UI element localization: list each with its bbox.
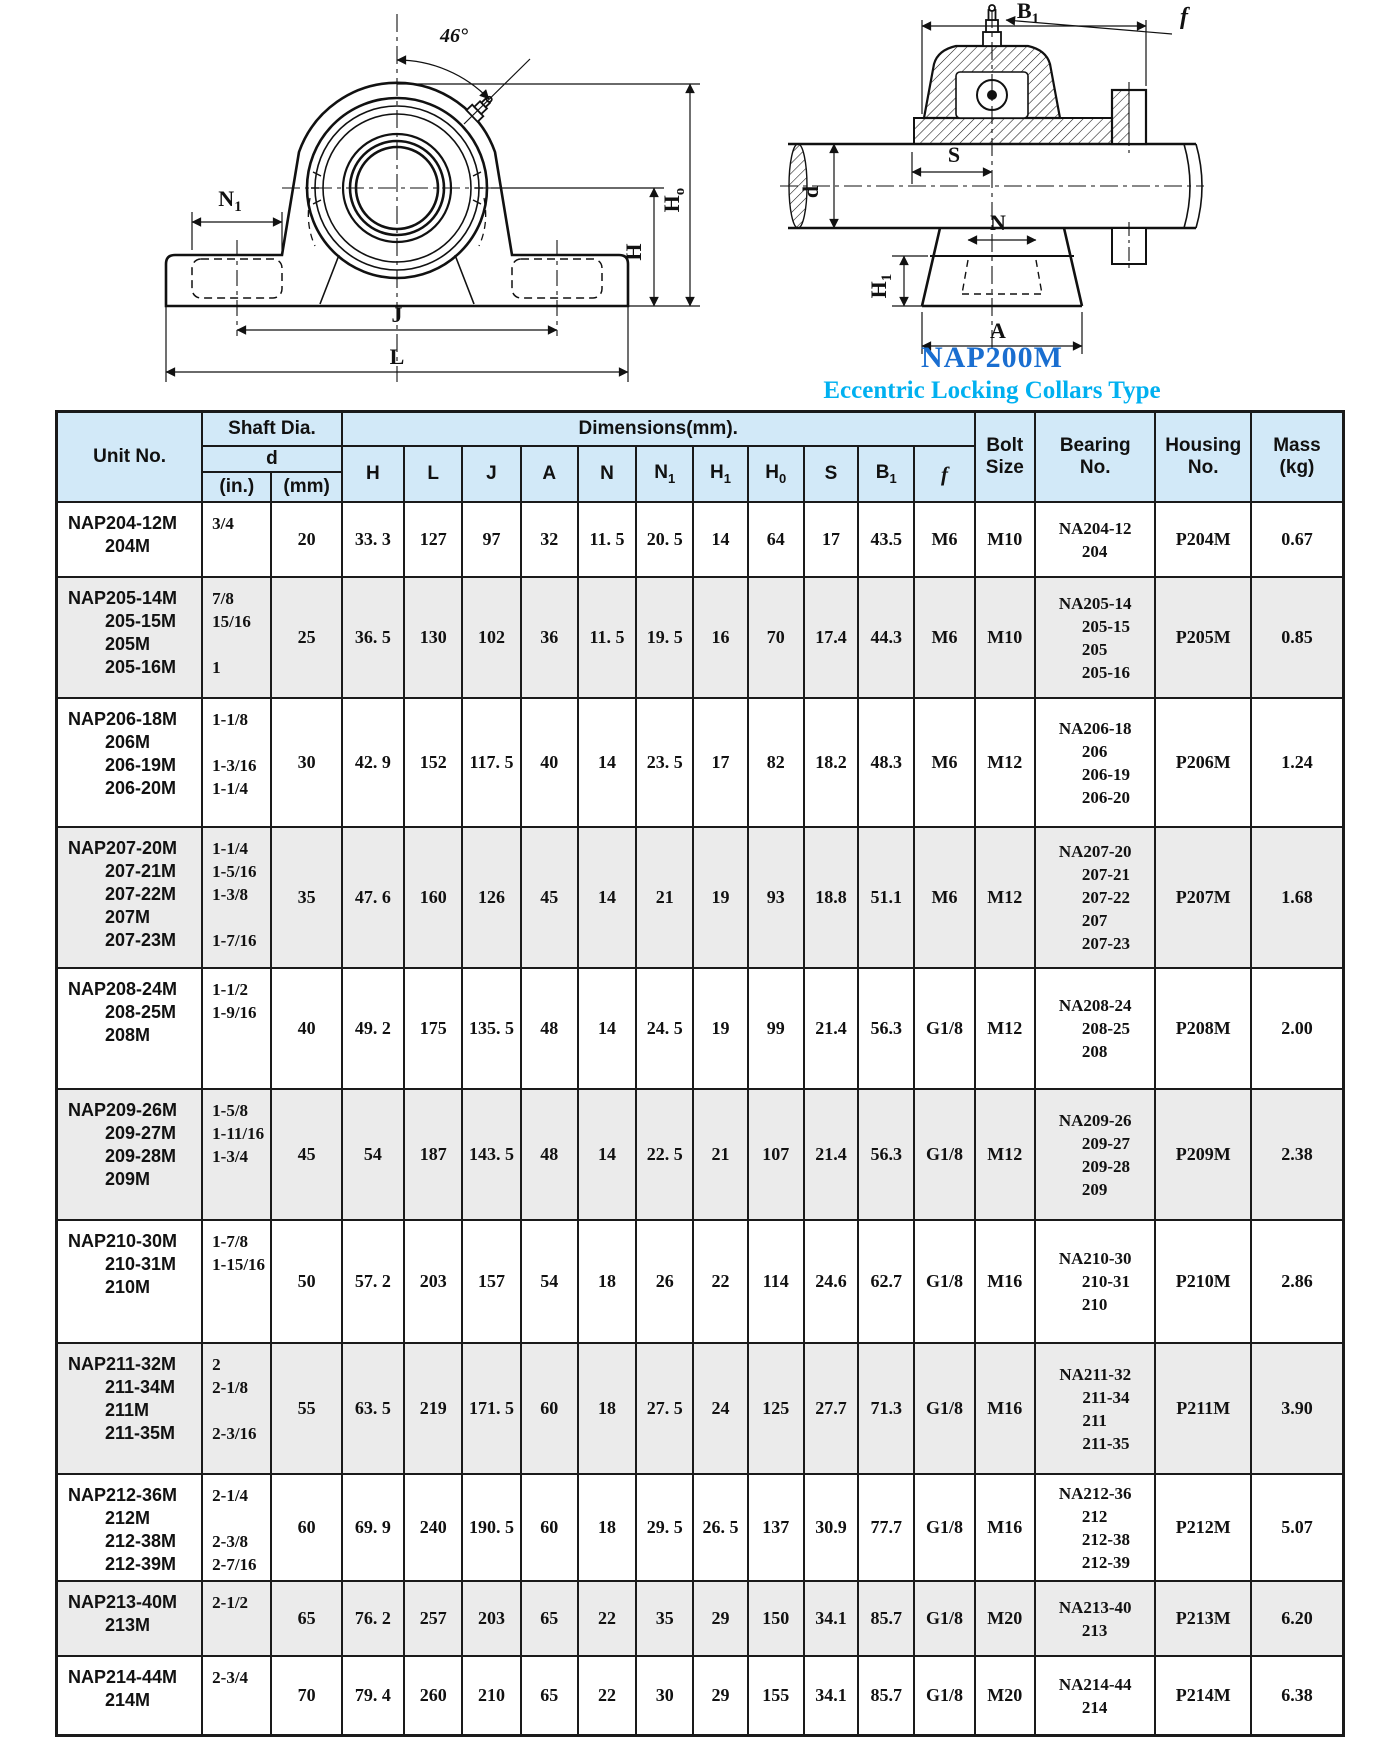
dim-value-cell: 175 <box>404 968 462 1089</box>
shaft-mm-cell: 25 <box>271 577 341 698</box>
table-row <box>57 1474 1344 1581</box>
dim-value-cell: 32 <box>521 502 578 577</box>
unit-no-cell: NAP204-12M 204M <box>57 502 203 577</box>
housing-no-cell: P211M <box>1155 1343 1250 1474</box>
dim-col-header: N <box>578 446 636 502</box>
dim-value-cell: 117. 5 <box>462 698 520 827</box>
dim-value-cell: 19 <box>693 827 747 968</box>
dim-value-cell: 26. 5 <box>693 1474 747 1581</box>
dim-label-n: N <box>990 210 1006 235</box>
dim-col-header: $H_1$ <box>693 446 747 502</box>
bearing-no-cell: NA210-30 210-31 210 <box>1035 1220 1156 1343</box>
dim-value-cell: 219 <box>404 1343 462 1474</box>
bolt-size-cell: M12 <box>975 827 1035 968</box>
dim-value-cell: 40 <box>521 698 578 827</box>
unit-no-header: Unit No. <box>57 412 203 503</box>
dim-value-cell: 19 <box>693 968 747 1089</box>
dim-value-cell: 22. 5 <box>636 1089 693 1220</box>
housing-no-cell: P207M <box>1155 827 1250 968</box>
dim-value-cell: 157 <box>462 1220 520 1343</box>
dim-value-cell: 152 <box>404 698 462 827</box>
dim-label-angle: 46° <box>440 25 468 47</box>
dim-value-cell: G1/8 <box>914 1089 974 1220</box>
dim-value-cell: 125 <box>748 1343 804 1474</box>
dim-label-d: d <box>798 185 823 199</box>
housing-no-cell: P210M <box>1155 1220 1250 1343</box>
dim-value-cell: 102 <box>462 577 520 698</box>
table-row <box>57 827 1344 968</box>
dim-value-cell: 18 <box>578 1343 636 1474</box>
mass-cell: 6.38 <box>1251 1656 1344 1736</box>
housing-no-header: Housing No. <box>1155 412 1250 503</box>
dimensions-header: Dimensions(mm). <box>342 412 975 447</box>
table-row <box>57 502 1344 577</box>
dim-value-cell: 20. 5 <box>636 502 693 577</box>
dim-label-s: S <box>947 142 961 167</box>
mass-cell: 3.90 <box>1251 1343 1344 1474</box>
table-body <box>57 502 1344 1736</box>
shaft-in-header: (in.) <box>202 472 271 502</box>
dim-value-cell: 56.3 <box>858 1089 914 1220</box>
dim-label-ho: $H_o$ <box>659 187 688 213</box>
dim-value-cell: G1/8 <box>914 1220 974 1343</box>
dim-value-cell: 56.3 <box>858 968 914 1089</box>
bearing-no-header: Bearing No. <box>1035 412 1156 503</box>
bearing-no-cell: NA205-14 205-15 205 205-16 <box>1035 577 1156 698</box>
dim-value-cell: 63. 5 <box>342 1343 404 1474</box>
dim-value-cell: 79. 4 <box>342 1656 404 1736</box>
unit-no-cell: NAP212-36M 212M 212-38M 212-39M <box>57 1474 203 1581</box>
housing-no-cell: P209M <box>1155 1089 1250 1220</box>
bolt-size-header: Bolt Size <box>975 412 1035 503</box>
dim-value-cell: 64 <box>748 502 804 577</box>
dim-value-cell: 82 <box>748 698 804 827</box>
dim-value-cell: 21.4 <box>804 1089 858 1220</box>
mass-cell: 2.86 <box>1251 1220 1344 1343</box>
dim-value-cell: 34.1 <box>804 1656 858 1736</box>
shaft-mm-cell: 60 <box>271 1474 341 1581</box>
bolt-size-cell: M16 <box>975 1474 1035 1581</box>
dim-value-cell: 70 <box>748 577 804 698</box>
dim-value-cell: G1/8 <box>914 1581 974 1656</box>
dim-value-cell: 21 <box>636 827 693 968</box>
dim-value-cell: 18 <box>578 1474 636 1581</box>
shaft-dia-header: Shaft Dia. <box>202 412 342 447</box>
dim-value-cell: 14 <box>578 827 636 968</box>
table-header <box>57 412 1344 503</box>
bolt-size-cell: M12 <box>975 968 1035 1089</box>
dim-value-cell: 11. 5 <box>578 577 636 698</box>
dim-value-cell: 150 <box>748 1581 804 1656</box>
dim-value-cell: 155 <box>748 1656 804 1736</box>
mass-header: Mass (kg) <box>1251 412 1344 503</box>
table-row <box>57 1220 1344 1343</box>
shaft-in-cell: 2-1/4 2-3/8 2-7/16 <box>202 1474 271 1581</box>
dim-value-cell: G1/8 <box>914 1656 974 1736</box>
dim-value-cell: 210 <box>462 1656 520 1736</box>
dim-value-cell: 257 <box>404 1581 462 1656</box>
unit-no-cell: NAP214-44M 214M <box>57 1656 203 1736</box>
shaft-in-cell: 3/4 <box>202 502 271 577</box>
dim-label-b1: $B_1$ <box>1016 0 1040 27</box>
dim-col-header: S <box>804 446 858 502</box>
dim-value-cell: 22 <box>578 1581 636 1656</box>
mass-cell: 6.20 <box>1251 1581 1344 1656</box>
dim-value-cell: 160 <box>404 827 462 968</box>
dim-col-header: A <box>521 446 578 502</box>
shaft-mm-header: (mm) <box>271 472 341 502</box>
dim-value-cell: 48 <box>521 1089 578 1220</box>
dim-value-cell: 30 <box>636 1656 693 1736</box>
dim-value-cell: 114 <box>748 1220 804 1343</box>
dim-value-cell: 21.4 <box>804 968 858 1089</box>
dim-value-cell: 54 <box>342 1089 404 1220</box>
dim-value-cell: 22 <box>578 1656 636 1736</box>
dim-value-cell: 11. 5 <box>578 502 636 577</box>
dim-label-a: A <box>990 318 1006 343</box>
dim-value-cell: 135. 5 <box>462 968 520 1089</box>
dim-value-cell: 48.3 <box>858 698 914 827</box>
dim-value-cell: 171. 5 <box>462 1343 520 1474</box>
mass-cell: 2.00 <box>1251 968 1344 1089</box>
bearing-no-cell: NA214-44 214 <box>1035 1656 1156 1736</box>
housing-no-cell: P208M <box>1155 968 1250 1089</box>
dim-value-cell: 76. 2 <box>342 1581 404 1656</box>
dim-value-cell: 23. 5 <box>636 698 693 827</box>
bearing-no-cell: NA204-12 204 <box>1035 502 1156 577</box>
housing-no-cell: P214M <box>1155 1656 1250 1736</box>
shaft-in-cell: 2 2-1/8 2-3/16 <box>202 1343 271 1474</box>
shaft-mm-cell: 65 <box>271 1581 341 1656</box>
bolt-size-cell: M10 <box>975 577 1035 698</box>
dim-value-cell: 36. 5 <box>342 577 404 698</box>
dim-label-l: L <box>389 344 405 369</box>
housing-no-cell: P213M <box>1155 1581 1250 1656</box>
dim-value-cell: 77.7 <box>858 1474 914 1581</box>
table-row <box>57 698 1344 827</box>
table-row <box>57 1581 1344 1656</box>
shaft-d-header: d <box>202 446 342 472</box>
unit-no-cell: NAP206-18M 206M 206-19M 206-20M <box>57 698 203 827</box>
dim-value-cell: 97 <box>462 502 520 577</box>
dim-value-cell: 60 <box>521 1343 578 1474</box>
unit-no-cell: NAP209-26M 209-27M 209-28M 209M <box>57 1089 203 1220</box>
mass-cell: 1.68 <box>1251 827 1344 968</box>
dim-value-cell: 51.1 <box>858 827 914 968</box>
shaft-mm-cell: 35 <box>271 827 341 968</box>
dim-label-h: H <box>621 243 646 261</box>
dim-col-header: L <box>404 446 462 502</box>
dim-value-cell: 29 <box>693 1581 747 1656</box>
table-row <box>57 577 1344 698</box>
dim-value-cell: 14 <box>693 502 747 577</box>
dim-label-f: f <box>1180 4 1188 30</box>
dim-value-cell: 143. 5 <box>462 1089 520 1220</box>
dim-value-cell: 17.4 <box>804 577 858 698</box>
dim-value-cell: 44.3 <box>858 577 914 698</box>
dim-col-header: f <box>914 446 974 502</box>
shaft-in-cell: 2-1/2 <box>202 1581 271 1656</box>
dim-value-cell: 203 <box>404 1220 462 1343</box>
bearing-no-cell: NA208-24 208-25 208 <box>1035 968 1156 1089</box>
dim-value-cell: 19. 5 <box>636 577 693 698</box>
unit-no-cell: NAP211-32M 211-34M 211M 211-35M <box>57 1343 203 1474</box>
dim-value-cell: 29 <box>693 1656 747 1736</box>
dim-value-cell: 36 <box>521 577 578 698</box>
bearing-spec-table <box>55 410 1345 1737</box>
mass-cell: 5.07 <box>1251 1474 1344 1581</box>
bolt-size-cell: M12 <box>975 698 1035 827</box>
table-row <box>57 968 1344 1089</box>
unit-no-cell: NAP213-40M 213M <box>57 1581 203 1656</box>
bolt-size-cell: M10 <box>975 502 1035 577</box>
dim-value-cell: 17 <box>693 698 747 827</box>
dim-value-cell: 29. 5 <box>636 1474 693 1581</box>
shaft-mm-cell: 40 <box>271 968 341 1089</box>
bolt-size-cell: M12 <box>975 1089 1035 1220</box>
shaft-in-cell: 7/8 15/16 1 <box>202 577 271 698</box>
dim-value-cell: 45 <box>521 827 578 968</box>
drawing-caption-type: Eccentric Locking Collars Type <box>823 377 1161 404</box>
mass-cell: 0.67 <box>1251 502 1344 577</box>
housing-no-cell: P205M <box>1155 577 1250 698</box>
dim-value-cell: 65 <box>521 1581 578 1656</box>
drawing-caption-model: NAP200M <box>921 341 1063 374</box>
dim-value-cell: 48 <box>521 968 578 1089</box>
dim-value-cell: M6 <box>914 577 974 698</box>
dim-value-cell: 43.5 <box>858 502 914 577</box>
housing-no-cell: P204M <box>1155 502 1250 577</box>
dim-value-cell: 99 <box>748 968 804 1089</box>
dim-value-cell: 42. 9 <box>342 698 404 827</box>
bearing-no-cell: NA207-20 207-21 207-22 207 207-23 <box>1035 827 1156 968</box>
dim-label-j: J <box>391 302 403 327</box>
unit-no-cell: NAP205-14M 205-15M 205M 205-16M <box>57 577 203 698</box>
dim-value-cell: 93 <box>748 827 804 968</box>
dim-value-cell: 18.2 <box>804 698 858 827</box>
dim-label-n1: $N_1$ <box>218 186 242 215</box>
dim-value-cell: 14 <box>578 968 636 1089</box>
dim-value-cell: 17 <box>804 502 858 577</box>
dim-value-cell: 127 <box>404 502 462 577</box>
mass-cell: 1.24 <box>1251 698 1344 827</box>
dim-value-cell: 62.7 <box>858 1220 914 1343</box>
dim-col-header: J <box>462 446 520 502</box>
table-row <box>57 1089 1344 1220</box>
table-row <box>57 1343 1344 1474</box>
technical-drawings <box>0 0 1400 410</box>
dim-value-cell: 54 <box>521 1220 578 1343</box>
shaft-mm-cell: 55 <box>271 1343 341 1474</box>
dim-value-cell: 18.8 <box>804 827 858 968</box>
dim-value-cell: 27. 5 <box>636 1343 693 1474</box>
dim-value-cell: M6 <box>914 502 974 577</box>
dim-value-cell: 24 <box>693 1343 747 1474</box>
dim-value-cell: 47. 6 <box>342 827 404 968</box>
dim-value-cell: 57. 2 <box>342 1220 404 1343</box>
bearing-no-cell: NA206-18 206 206-19 206-20 <box>1035 698 1156 827</box>
shaft-mm-cell: 50 <box>271 1220 341 1343</box>
bearing-no-cell: NA209-26 209-27 209-28 209 <box>1035 1089 1156 1220</box>
dim-value-cell: 190. 5 <box>462 1474 520 1581</box>
dim-value-cell: 69. 9 <box>342 1474 404 1581</box>
unit-no-cell: NAP208-24M 208-25M 208M <box>57 968 203 1089</box>
dim-value-cell: 60 <box>521 1474 578 1581</box>
dim-value-cell: 33. 3 <box>342 502 404 577</box>
unit-no-cell: NAP207-20M 207-21M 207-22M 207M 207-23M <box>57 827 203 968</box>
dim-value-cell: 14 <box>578 1089 636 1220</box>
housing-no-cell: P206M <box>1155 698 1250 827</box>
shaft-in-cell: 1-5/8 1-11/16 1-3/4 <box>202 1089 271 1220</box>
dim-value-cell: 260 <box>404 1656 462 1736</box>
bolt-size-cell: M20 <box>975 1581 1035 1656</box>
bolt-size-cell: M16 <box>975 1220 1035 1343</box>
bearing-no-cell: NA212-36 212 212-38 212-39 <box>1035 1474 1156 1581</box>
dim-value-cell: 49. 2 <box>342 968 404 1089</box>
shaft-mm-cell: 30 <box>271 698 341 827</box>
shaft-in-cell: 1-1/8 1-3/16 1-1/4 <box>202 698 271 827</box>
dim-value-cell: 26 <box>636 1220 693 1343</box>
dim-value-cell: G1/8 <box>914 1343 974 1474</box>
dim-value-cell: G1/8 <box>914 968 974 1089</box>
shaft-mm-cell: 45 <box>271 1089 341 1220</box>
dim-col-header: $B_1$ <box>858 446 914 502</box>
bearing-no-cell: NA213-40 213 <box>1035 1581 1156 1656</box>
dim-value-cell: 34.1 <box>804 1581 858 1656</box>
dim-value-cell: 85.7 <box>858 1656 914 1736</box>
dim-value-cell: 18 <box>578 1220 636 1343</box>
dim-value-cell: 35 <box>636 1581 693 1656</box>
dim-col-header: $N_1$ <box>636 446 693 502</box>
dim-value-cell: M6 <box>914 698 974 827</box>
dim-value-cell: 85.7 <box>858 1581 914 1656</box>
shaft-in-cell: 1-7/8 1-15/16 <box>202 1220 271 1343</box>
shaft-mm-cell: 20 <box>271 502 341 577</box>
bolt-size-cell: M20 <box>975 1656 1035 1736</box>
dim-value-cell: 24.6 <box>804 1220 858 1343</box>
dim-value-cell: 126 <box>462 827 520 968</box>
dim-value-cell: 27.7 <box>804 1343 858 1474</box>
mass-cell: 2.38 <box>1251 1089 1344 1220</box>
dim-value-cell: 24. 5 <box>636 968 693 1089</box>
dim-value-cell: 30.9 <box>804 1474 858 1581</box>
dim-value-cell: G1/8 <box>914 1474 974 1581</box>
side-view-drawing <box>762 0 1222 405</box>
shaft-in-cell: 2-3/4 <box>202 1656 271 1736</box>
bolt-size-cell: M16 <box>975 1343 1035 1474</box>
dim-value-cell: 71.3 <box>858 1343 914 1474</box>
dim-value-cell: 65 <box>521 1656 578 1736</box>
dim-value-cell: 187 <box>404 1089 462 1220</box>
housing-no-cell: P212M <box>1155 1474 1250 1581</box>
dim-label-h1: $H_1$ <box>866 273 895 299</box>
dim-value-cell: 21 <box>693 1089 747 1220</box>
dim-value-cell: 16 <box>693 577 747 698</box>
bearing-no-cell: NA211-32 211-34 211 211-35 <box>1035 1343 1156 1474</box>
dim-value-cell: 14 <box>578 698 636 827</box>
front-view-drawing <box>142 0 707 405</box>
dim-value-cell: 22 <box>693 1220 747 1343</box>
shaft-in-cell: 1-1/2 1-9/16 <box>202 968 271 1089</box>
dim-value-cell: 240 <box>404 1474 462 1581</box>
mass-cell: 0.85 <box>1251 577 1344 698</box>
dim-col-header: H <box>342 446 404 502</box>
dim-value-cell: M6 <box>914 827 974 968</box>
dim-value-cell: 203 <box>462 1581 520 1656</box>
dim-value-cell: 130 <box>404 577 462 698</box>
shaft-mm-cell: 70 <box>271 1656 341 1736</box>
dim-value-cell: 107 <box>748 1089 804 1220</box>
dim-col-header: $H_0$ <box>748 446 804 502</box>
table-row <box>57 1656 1344 1736</box>
shaft-in-cell: 1-1/4 1-5/16 1-3/8 1-7/16 <box>202 827 271 968</box>
dim-value-cell: 137 <box>748 1474 804 1581</box>
unit-no-cell: NAP210-30M 210-31M 210M <box>57 1220 203 1343</box>
